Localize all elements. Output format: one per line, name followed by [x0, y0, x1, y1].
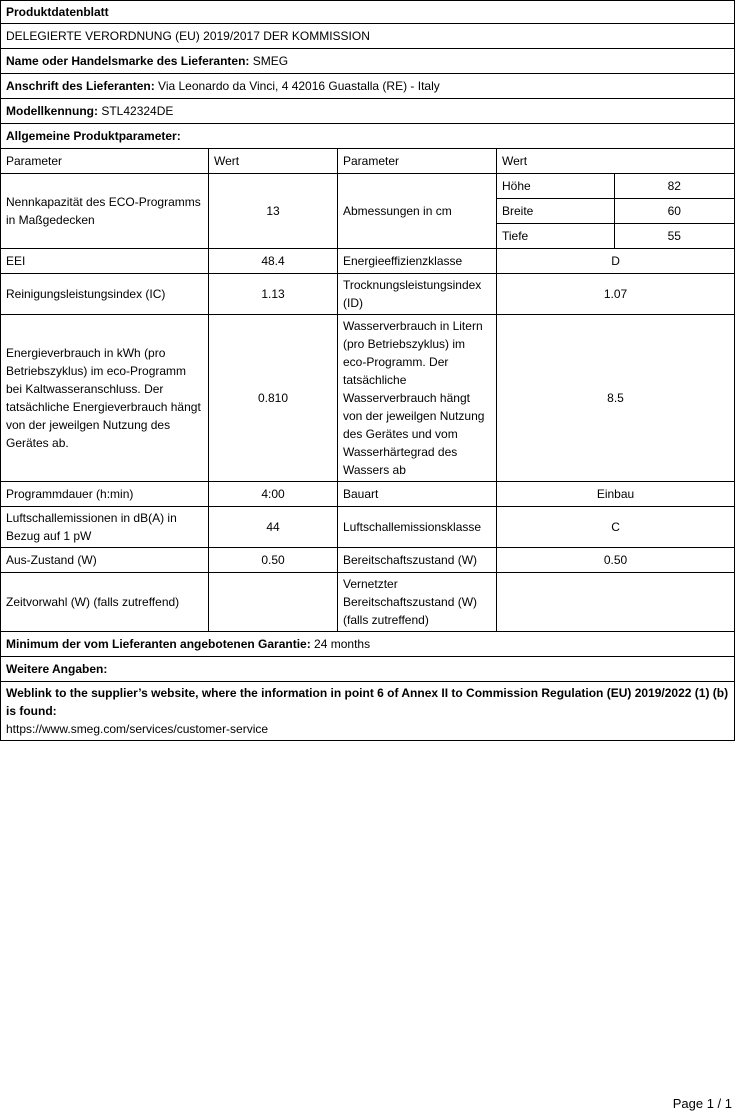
capacity-value: 13 [209, 174, 338, 249]
capacity-label: Nennkapazität des ECO-Programms in Maßgedecken [1, 174, 209, 249]
guarantee-row [1, 632, 735, 657]
supplier-name-label: Name oder Handelsmarke des Lieferanten: [6, 54, 250, 68]
dimension-name: Tiefe [497, 224, 614, 249]
construction-value: Einbau [497, 482, 735, 507]
page-number: Page 1 / 1 [672, 1096, 732, 1111]
noise-class-value: C [497, 507, 735, 548]
general-params-heading: Allgemeine Produktparameter: [1, 124, 735, 149]
eei-label: EEI [1, 249, 209, 274]
energy-consumption-label: Energieverbrauch in kWh (pro Betriebszyklus) im eco-Programm bei Kaltwasseranschluss. Der tatsächliche Energieverbrauch hängt von der jeweilgen Nutzung des Gerätes ab. [1, 315, 209, 482]
regulation-text: DELEGIERTE VERORDNUNG (EU) 2019/2017 DER KOMMISSION [1, 24, 735, 49]
drying-index-value: 1.07 [497, 274, 735, 315]
off-mode-label: Aus-Zustand (W) [1, 548, 209, 573]
dimension-value: 82 [614, 174, 734, 199]
eei-value: 48.4 [209, 249, 338, 274]
weblink-row [1, 682, 735, 741]
model-row [1, 99, 735, 124]
water-consumption-value: 8.5 [497, 315, 735, 482]
model-value: STL42324DE [98, 104, 174, 118]
dimension-value: 60 [614, 199, 734, 224]
dimension-name: Höhe [497, 174, 614, 199]
supplier-address-value: Via Leonardo da Vinci, 4 42016 Guastalla (RE) - Italy [154, 79, 440, 93]
supplier-name-value: SMEG [249, 54, 289, 68]
header-parameter-2: Parameter [338, 149, 497, 174]
header-value-2: Wert [497, 149, 735, 174]
cleaning-index-label: Reinigungsleistungsindex (IC) [1, 274, 209, 315]
standby-label: Bereitschaftszustand (W) [338, 548, 497, 573]
dimensions-table [497, 174, 734, 248]
networked-standby-label: Vernetzter Bereitschaftszustand (W) (falls zutreffend) [338, 573, 497, 632]
delay-start-value [209, 573, 338, 632]
supplier-address-row [1, 74, 735, 99]
dimension-name: Breite [497, 199, 614, 224]
energy-class-value: D [497, 249, 735, 274]
energy-consumption-value: 0.810 [209, 315, 338, 482]
off-mode-value: 0.50 [209, 548, 338, 573]
page-title: Produktdatenblatt [1, 1, 735, 24]
noise-class-label: Luftschallemissionsklasse [338, 507, 497, 548]
cleaning-index-value: 1.13 [209, 274, 338, 315]
drying-index-label: Trocknungsleistungsindex (ID) [338, 274, 497, 315]
noise-label: Luftschallemissionen in dB(A) in Bezug auf 1 pW [1, 507, 209, 548]
energy-class-label: Energieeffizienzklasse [338, 249, 497, 274]
delay-start-label: Zeitvorwahl (W) (falls zutreffend) [1, 573, 209, 632]
supplier-address-label: Anschrift des Lieferanten: [6, 79, 155, 93]
model-label: Modellkennung: [6, 104, 98, 118]
dimension-value: 55 [667, 229, 681, 243]
header-value-1: Wert [209, 149, 338, 174]
construction-label: Bauart [338, 482, 497, 507]
water-consumption-label: Wasserverbrauch in Litern (pro Betriebszyklus) im eco-Programm. Der tatsächliche Wasserverbrauch hängt von der jeweilgen Nutzung des Gerätes und vom Wasserhärtegrad des Wassers ab [338, 315, 497, 482]
header-parameter-1: Parameter [1, 149, 209, 174]
program-duration-label: Programmdauer (h:min) [1, 482, 209, 507]
dimensions-cell [497, 174, 735, 249]
networked-standby-value [497, 573, 735, 632]
supplier-name-row [1, 49, 735, 74]
weblink-label: Weblink to the supplier’s website, where the information in point 6 of Annex II to Commission Regulation (EU) 2019/2022 (1) (b) is found: [6, 686, 729, 718]
dimensions-label: Abmessungen in cm [338, 174, 497, 249]
standby-value: 0.50 [497, 548, 735, 573]
guarantee-value: 24 months [310, 637, 371, 651]
noise-value: 44 [209, 507, 338, 548]
program-duration-value: 4:00 [209, 482, 338, 507]
weblink-url[interactable]: https://www.smeg.com/services/customer-service [6, 722, 269, 736]
additional-info-heading: Weitere Angaben: [1, 657, 735, 682]
guarantee-label: Minimum der vom Lieferanten angebotenen Garantie: [6, 637, 311, 651]
